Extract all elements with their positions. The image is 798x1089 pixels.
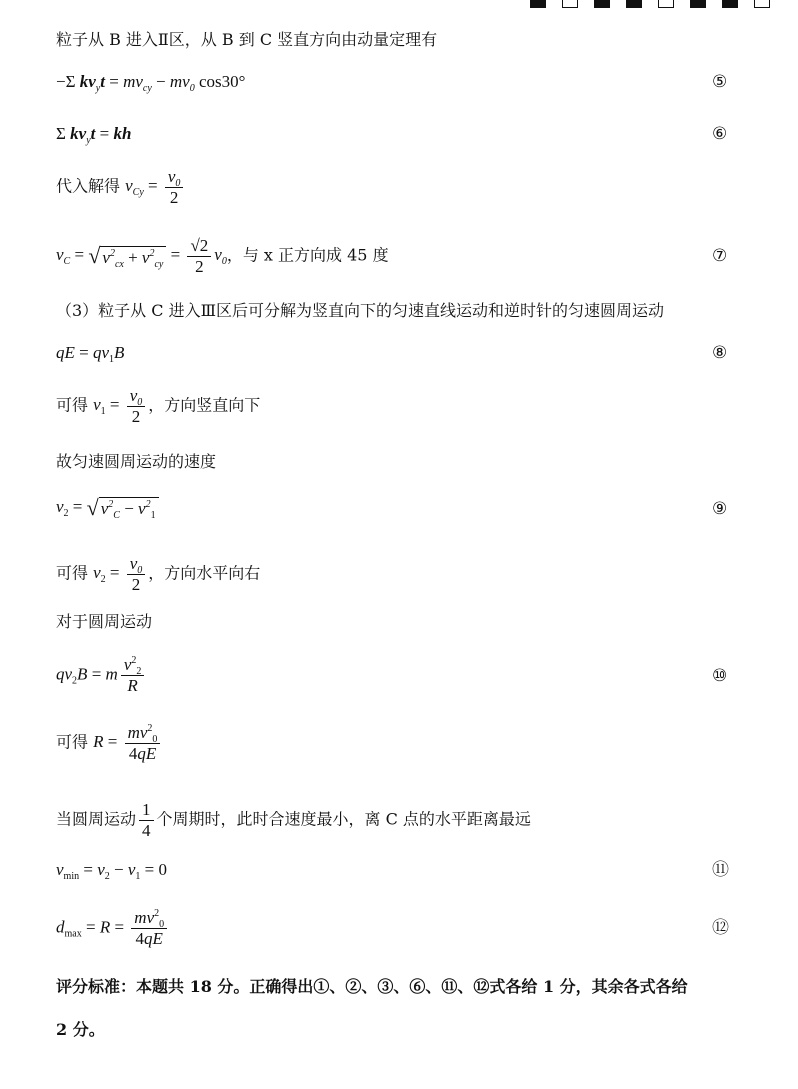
equation-9: $v_2$ = √ $v^2_C - v^2_1$ (56, 497, 159, 519)
equation-number-6: ⑥ (712, 124, 728, 144)
equation-7: $v_C$ = √ $v^2_{cx} + v^2_{cy}$ = $\frac{√2}{2}$ $v_0$，与 x 正方向成 45 度 (56, 236, 389, 276)
text-line-circular-speed: 故匀速圆周运动的速度 (56, 452, 217, 471)
text-line-circular-motion: 对于圆周运动 (56, 612, 153, 631)
text-prefix: 可得 (56, 563, 89, 583)
equation-12: $d_{max} = R$ = $\frac{mv^2_0}{4qE}$ (56, 908, 170, 949)
text-line-radius: 可得 R = $\frac{mv^2_0}{4qE}$ (56, 723, 163, 764)
text-suffix: ，与 x 正方向成 45 度 (226, 245, 389, 265)
header-mark (626, 0, 642, 8)
equation-8: qE = $qv_1B$ (56, 343, 125, 365)
equation-number-5: ⑤ (712, 72, 728, 92)
equation-5: −Σ $kv_yt = mv_{cy} - mv_0$ cos30° (56, 72, 246, 94)
equation-11: $v_{min} = v_2 - v_1 = 0$ (56, 860, 167, 882)
equation-number-11: ⑪ (712, 860, 729, 880)
text-line-solve-vcy: 代入解得 $v_{Cy}$ = $\frac{v_0}{2}$ (56, 167, 186, 208)
equation-number-12: ⑫ (712, 918, 729, 938)
text-line-part-3: （3）粒子从 C 进入Ⅲ区后可分解为竖直向下的匀速直线运动和逆时针的匀速圆周运动 (56, 301, 665, 320)
equation-number-8: ⑧ (712, 343, 728, 363)
text-line-v1: 可得 $v_1$ = $\frac{v_0}{2}$ ，方向竖直向下 (56, 386, 261, 426)
equation-number-10: ⑩ (712, 666, 728, 686)
header-mark (530, 0, 546, 8)
header-mark (658, 0, 674, 8)
header-mark (754, 0, 770, 8)
text-suffix: ，方向竖直向下 (148, 395, 261, 415)
header-mark (594, 0, 610, 8)
text-line-quarter-period: 当圆周运动 $\frac{1}{4}$ 个周期时，此时合速度最小，离 C 点的水平距离最远 (56, 800, 531, 840)
scoring-criteria-line-2: 2 分。 (56, 1020, 105, 1039)
text-prefix: 当圆周运动 (56, 809, 137, 829)
text-suffix: 个周期时，此时合速度最小，离 C 点的水平距离最远 (156, 809, 531, 829)
equation-number-9: ⑨ (712, 499, 728, 519)
equation-number-7: ⑦ (712, 246, 728, 266)
header-mark (562, 0, 578, 8)
text-line-momentum-intro: 粒子从 B 进入Ⅱ区，从 B 到 C 竖直方向由动量定理有 (56, 30, 438, 49)
header-mark (722, 0, 738, 8)
header-mark (690, 0, 706, 8)
text-prefix: 可得 (56, 732, 89, 752)
text-suffix: ，方向水平向右 (148, 563, 261, 583)
text-line-v2: 可得 $v_2$ = $\frac{v_0}{2}$ ，方向水平向右 (56, 554, 261, 594)
equation-6: Σ $kv_yt$ = kh (56, 124, 132, 146)
equation-10: $qv_2B = m$ $\frac{v^2_2}{R}$ (56, 655, 147, 696)
text-prefix: 代入解得 (56, 176, 121, 196)
scoring-criteria-line-1: 评分标准：本题共 18 分。正确得出①、②、③、⑥、⑪、⑫式各给 1 分，其余各式各给 (56, 977, 688, 996)
text-prefix: 可得 (56, 395, 89, 415)
